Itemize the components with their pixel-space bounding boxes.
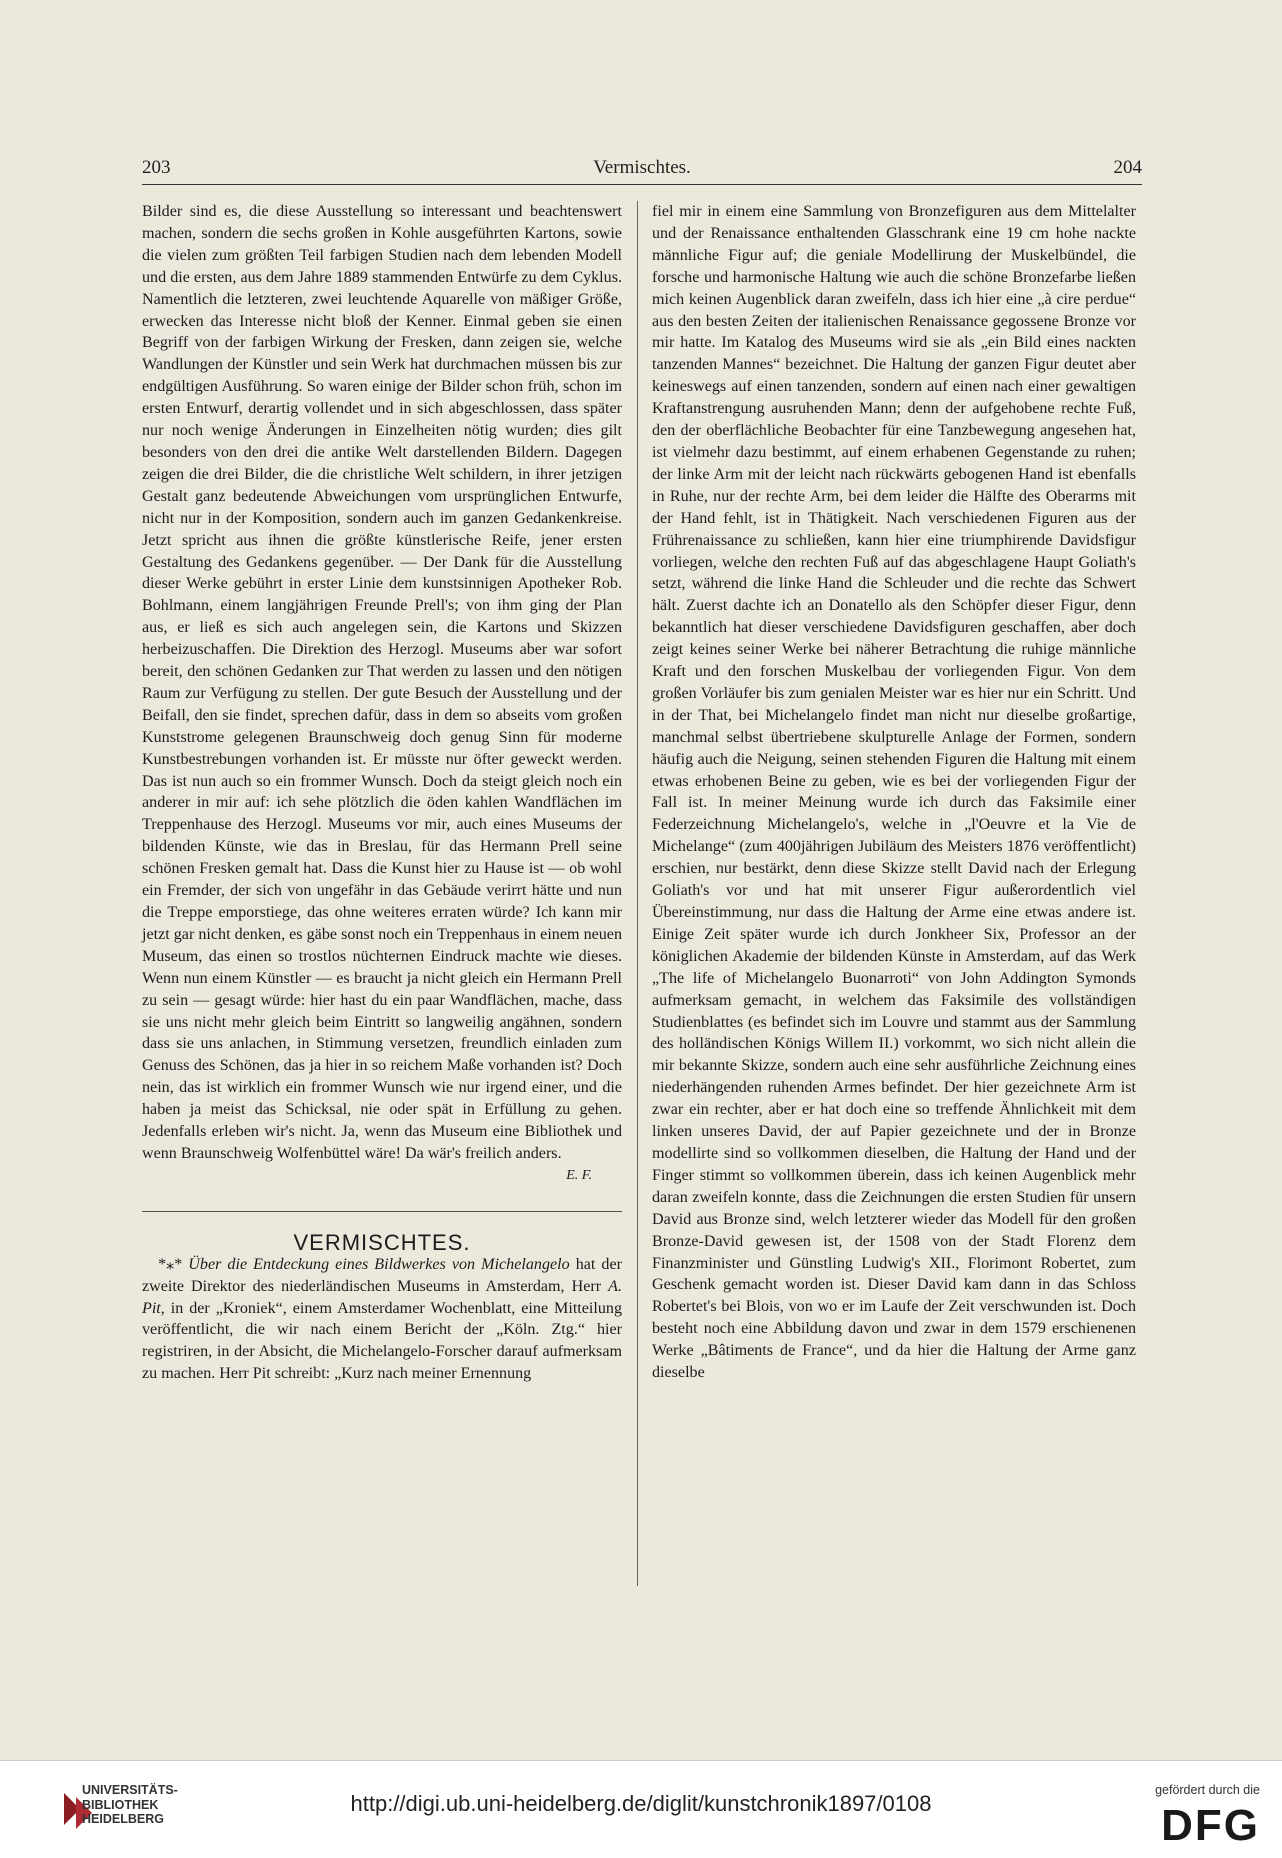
article-continuation: , in der „Kroniek“, einem Amsterdamer Wochenblatt, eine Mitteilung veröffentlicht, die wir nach einem Bericht der „Köln. Ztg.“ hier registriren, in der Absicht, die Michelangelo-Forscher darauf aufmerksam zu machen. Herr Pit schreibt: „Kurz nach meiner Ernennung <box>142 1299 622 1383</box>
page-number-right: 204 <box>1113 157 1142 178</box>
right-column <box>652 201 1136 1384</box>
left-column <box>142 201 622 1385</box>
article-intro: hat der zweite Direktor des niederländischen Museums in Amsterdam, Herr <box>142 1255 622 1295</box>
author-signature: E. F. <box>566 1167 592 1183</box>
person-name: A. Pit <box>142 1277 622 1317</box>
section-title: VERMISCHTES. <box>293 1229 471 1255</box>
footer-bar <box>0 1760 1282 1858</box>
article-text-right: fiel mir in einem eine Sammlung von Bronzefiguren aus dem Mittelalter und der Renaissance enthaltenden Glasschrank eine 19 cm hohe nackte männliche Figur auf; die geniale Modellirung der Muskelbündel, die forsche und harmonische Haltung wie auch die schöne Bronzefarbe ließen mich keinen Augenblick daran zweifeln, dass ich hier eine „à cire perdue“ aus den besten Zeiten der italienischen Renaissance gegossene Bronze vor mir hatte. Im Katalog des Museums wird sie als „ein Bild eines nackten tanzenden Mannes“ bezeichnet. Die Haltung der ganzen Figur deutet aber keineswegs auf einen tanzenden, sondern auf einen nach einer gewaltigen Kraftanstrengung ausruhenden Mann; denn der aufgehobene rechte Fuß, den der oberflächliche Beobachter für eine Tanzbewegung angesehen hat, ist vielmehr dazu bestimmt, auf einem erhabenen Gegenstande zu ruhen; der linke Arm mit der leicht nach rückwärts gebogenen Hand ist ebenfalls in Ruhe, nur der rechte Arm, bei dem leider die Hälfte des Oberarms mit der Hand fehlt, ist in Thätigkeit. Nach verschiedenen Figuren aus der Frührenaissance zu schließen, kann hier eine triumphirende Davidsfigur vorliegen, welche den rechten Fuß auf das abgeschlagene Haupt Goliath's setzt, während die linke Hand die Schleuder und die rechte das Schwert hält. Zuerst dachte ich an Donatello als den Schöpfer dieser Figur, denn bekanntlich hat dieser verschiedene Davidsfiguren geschaffen, aber doch zeigt keines seiner Werke bei näherer Betrachtung die ruhige männliche Kraft und den forschen Muskelbau der vorliegenden Figur. Von dem großen Vorläufer bis zum genialen Meister war es hier nur ein Schritt. Und in der That, bei Michelangelo findet man nicht nur dieselbe großartige, manchmal selbst übertriebene skulpturelle Anlage der Formen, sondern häufig auch die Neigung, seinen stehenden Figuren die Haltung mit einem etwas erhobenen Beine zu geben, wie es bei der vorliegenden Figur der Fall ist. In meiner Meinung wurde ich durch das Faksimile einer Federzeichnung Michelangelo's, welche in „l'Oeuvre et la Vie de Michelange“ (zum 400jährigen Jubiläum des Meisters 1876 veröffentlicht) erschien, nur bestärkt, denn diese Skizze stellt David nach der Erlegung Goliath's vor und hat mit unserer Figur außerordentlich viel Übereinstimmung, nur dass die Haltung der Arme eine etwas andere ist. Einige Zeit später wurde ich durch Jonkheer Six, Professor an der königlichen Akademie der bildenden Künste in Amsterdam, auf das Werk „The life of Michelangelo Buonarroti“ von John Addington Symonds aufmerksam gemacht, in welchem das Faksimile des vollständigen Studienblattes (es befindet sich im Louvre und stammt aus der Sammlung des holländischen Königs Willem II.) vorkommt, wo sich nicht allein die mir bekannte Skizze, sondern auch eine sehr ausführliche Zeichnung eines niederhängenden ruhenden Armes befindet. Der hier gezeichnete Arm ist zwar ein rechter, aber er hat doch eine so treffende Ähnlichkeit mit dem linken unseres David, der auf Papier gezeichnete und der in Bronze modellirte sind so vollkommen dieselben, die Haltung der Hand und der Finger stimmt so vollkommen überein, dass ich keinen Augenblick mehr daran zweifeln konnte, dass die Zeichnungen die ersten Studien für unsern David aus Bronze sind, welch letzterer wieder das Modell für den großen Bronze-David gewesen ist, der 1508 von der Stadt Florenz dem Finanzminister und Günstling Ludwig's XII., Florimont Robertet, zum Geschenk gemacht worden ist. Dieser David kam dann in das Schloss Robertet's bei Blois, von wo er im Laufe der Zeit verschwunden ist. Doch besteht noch eine Abbildung davon und zwar in dem 1579 erschienenen Werke „Bâtiments de France“, und da hier die Haltung der Arme ganz dieselbe <box>652 203 1136 1382</box>
running-header <box>142 153 1142 183</box>
funding-caption: gefördert durch die <box>1155 1783 1260 1797</box>
dfg-logo: DFG <box>1161 1801 1260 1850</box>
source-url-link[interactable]: http://digi.ub.uni-heidelberg.de/diglit/kunstchronik1897/0108 <box>350 1791 932 1816</box>
section-divider <box>142 1211 622 1212</box>
column-divider <box>637 201 638 1586</box>
article-headline: Über die Entdeckung eines Bildwerkes von Michelangelo <box>188 1255 570 1273</box>
asterism-mark: *⁎* <box>158 1255 183 1273</box>
page-number-left: 203 <box>142 157 171 178</box>
library-name: UNIVERSITÄTS- BIBLIOTHEK HEIDELBERG <box>82 1783 178 1826</box>
header-rule <box>142 184 1142 185</box>
article-text: Bilder sind es, die diese Ausstellung so interessant und beachtenswert machen, sondern die sechs großen in Kohle ausgeführten Kartons, sowie die vielen zum größten Teil farbigen Studien nach dem lebenden Modell und die ersten, aus dem Jahre 1889 stammenden Entwürfe zu dem Cyklus. Namentlich die letzteren, zwei leuchtende Aquarelle von mäßiger Größe, erwecken das Interesse nicht bloß der Kenner. Einmal geben sie einen Begriff von der farbigen Wirkung der Fresken, dann zeigen sie, welche Wandlungen der Künstler und sein Werk hat durchmachen müssen bis zur endgültigen Ausführung. So waren einige der Bilder schon früh, schon im ersten Entwurf, derartig vollendet und in sich abgeschlossen, dass später nur noch wenige Änderungen in Einzelheiten nötig wurden; dies gilt besonders von den drei die antike Welt darstellenden Bildern. Dagegen zeigen die drei Bilder, die die christliche Welt schildern, in ihrer jetzigen Gestalt ganz bedeutende Abweichungen vom ursprünglichen Entwurfe, nicht nur in der Komposition, sondern auch im ganzen Gedankenkreise. Jetzt spricht aus ihnen die größte künstlerische Reife, jener ersten Gestaltung des Gedankens gegenüber. — Der Dank für die Ausstellung dieser Werke gebührt in erster Linie dem kunstsinnigen Apotheker Rob. Bohlmann, einem langjährigen Freunde Prell's; von ihm ging der Plan aus, er ließ es sich auch angelegen sein, die Kartons und Skizzen herbeizuschaffen. Die Direktion des Herzogl. Museums aber war sofort bereit, den schönen Gedanken zur That werden zu lassen und den nötigen Raum zur Verfügung zu stellen. Der gute Besuch der Ausstellung und der Beifall, den sie findet, sprechen dafür, dass in dem so abseits vom großen Kunststrome gelegenen Braunschweig doch genug Sinn für moderne Kunstbestrebungen vorhanden ist. Er müsste nur öfter geweckt werden. Das ist nun auch so ein frommer Wunsch. Doch da steigt gleich noch ein anderer in mir auf: ich sehe plötzlich die öden kahlen Wandflächen im Treppenhause des Herzogl. Museums vor mir, auch eines Museums der bildenden Künste, wie das in Breslau, für das Hermann Prell seine schönen Fresken gemalt hat. Dass die Kunst hier zu Hause ist — ob wohl ein Fremder, der sich von ungefähr in das Gebäude verirrt hätte und nun die Treppe emporstiege, das ohne weiteres erraten würde? Ich kann mir jetzt gar nicht denken, es gäbe sonst noch ein Treppenhaus in einem neuen Museum, das einen so trostlos nüchternen Eindruck machte wie dieses. Wenn nun einem Künstler — es braucht ja nicht gleich ein Hermann Prell zu sein — gesagt würde: hier hast du ein paar Wandflächen, mache, dass sie uns nicht mehr gleich beim Eintritt so langweilig angähnen, sondern dass sie uns anlachen, in Stimmung versetzen, freundlich einladen zum Genuss des Schönen, das ja hier in so reichem Maße vorhanden ist? Doch nein, das ist wirklich ein frommer Wunsch wie nur irgend einer, und die haben ja meist das Schicksal, nie oder spät in Erfüllung zu gehen. Jedenfalls erleben wir's nicht. Ja, wenn das Museum eine Bibliothek und wenn Braunschweig Wolfenbüttel wäre! Da wär's freilich anders. <box>142 203 622 1162</box>
article-vermischtes <box>142 1254 622 1385</box>
header-title: Vermischtes. <box>593 157 691 178</box>
